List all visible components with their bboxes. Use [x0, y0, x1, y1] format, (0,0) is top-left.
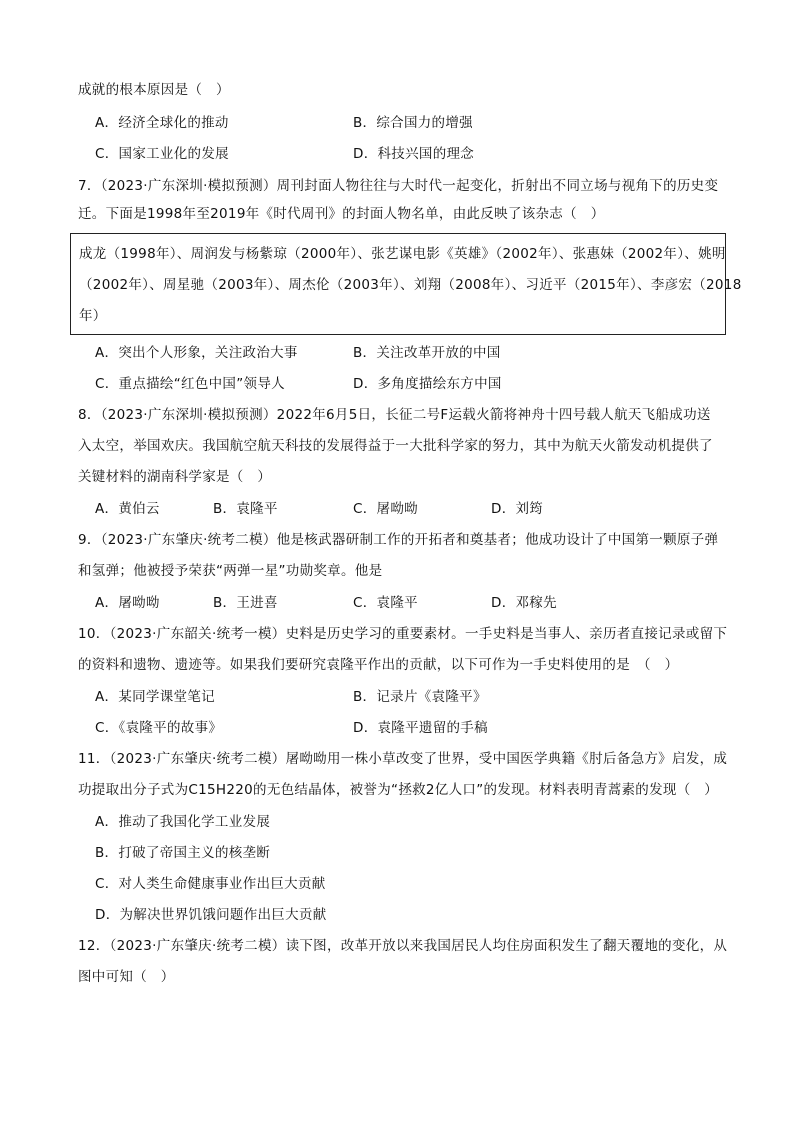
q7-stem-line-1: 7．（2023·广东深圳·模拟预测）周刊封面人物往往与大时代一起变化，折射出不同立场与视角下的历史变 [78, 178, 719, 194]
q6-option-b[interactable]: B．综合国力的增强 [353, 115, 473, 131]
q8-stem-line-2: 入太空，举国欢庆。我国航空航天科技的发展得益于一大批科学家的努力，其中为航天火箭发动机提供了 [78, 438, 713, 454]
q6-option-a[interactable]: A．经济全球化的推动 [95, 115, 229, 131]
q10-option-d[interactable]: D．袁隆平遗留的手稿 [353, 720, 488, 736]
q7-material-line-3: 年） [79, 308, 107, 324]
q11-option-d[interactable]: D．为解决世界饥饿问题作出巨大贡献 [95, 907, 327, 923]
q9-option-b[interactable]: B．王进喜 [213, 595, 278, 611]
q11-option-a[interactable]: A．推动了我国化学工业发展 [95, 814, 271, 830]
q7-material-line-2: （2002年）、周星驰（2003年）、周杰伦（2003年）、刘翔（2008年）、习近平（2015年）、李彦宏（2018 [79, 277, 742, 293]
q9-stem-line-2: 和氢弹；他被授予荣获“两弹一星”功勋奖章。他是 [78, 563, 383, 579]
q6-option-d[interactable]: D．科技兴国的理念 [353, 146, 475, 162]
q8-option-c[interactable]: C．屠呦呦 [353, 501, 418, 517]
q11-option-c[interactable]: C．对人类生命健康事业作出巨大贡献 [95, 876, 326, 892]
q7-material-line-1: 成龙（1998年）、周润发与杨紫琼（2000年）、张艺谋电影《英雄》（2002年）、张惠妹（2002年）、姚明 [79, 246, 726, 262]
q8-option-a[interactable]: A．黄伯云 [95, 501, 160, 517]
q7-option-d[interactable]: D．多角度描绘东方中国 [353, 376, 502, 392]
q9-option-d[interactable]: D．邓稼先 [491, 595, 557, 611]
q7-option-c[interactable]: C．重点描绘“红色中国”领导人 [95, 376, 285, 392]
q10-stem-line-1: 10．（2023·广东韶关·统考一模）史料是历史学习的重要素材。一手史料是当事人、亲历者直接记录或留下 [78, 626, 728, 642]
q7-option-b[interactable]: B．关注改革开放的中国 [353, 345, 501, 361]
q8-option-d[interactable]: D．刘筠 [491, 501, 544, 517]
q10-option-b[interactable]: B．记录片《袁隆平》 [353, 689, 487, 705]
q11-option-b[interactable]: B．打破了帝国主义的核垄断 [95, 845, 271, 861]
q7-stem-line-2: 迁。下面是1998年至2019年《时代周刊》的封面人物名单，由此反映了该杂志（ ） [78, 206, 605, 222]
q11-stem-line-2: 功提取出分子式为C15H220的无色结晶体，被誉为“拯救2亿人口”的发现。材料表明青蒿素的发现（ ） [78, 782, 719, 798]
q6-option-c[interactable]: C．国家工业化的发展 [95, 146, 229, 162]
q9-option-c[interactable]: C．袁隆平 [353, 595, 418, 611]
q12-stem-line-1: 12．（2023·广东肇庆·统考二模）读下图，改革开放以来我国居民人均住房面积发生了翻天覆地的变化，从 [78, 938, 728, 954]
q11-stem-line-1: 11．（2023·广东肇庆·统考二模）屠呦呦用一株小草改变了世界，受中国医学典籍《肘后备急方》启发，成 [78, 751, 728, 767]
q8-stem-line-3: 关键材料的湖南科学家是（ ） [78, 469, 272, 485]
q8-stem-line-1: 8．（2023·广东深圳·模拟预测）2022年6月5日，长征二号F运载火箭将神舟十四号载人航天飞船成功送 [78, 407, 711, 423]
q10-stem-line-2: 的资料和遗物、遗迹等。如果我们要研究袁隆平作出的贡献，以下可作为一手史料使用的是 （ ） [78, 657, 679, 673]
q6-stem-tail: 成就的根本原因是（ ） [78, 82, 230, 98]
q12-stem-line-2: 图中可知（ ） [78, 969, 175, 985]
q9-option-a[interactable]: A．屠呦呦 [95, 595, 160, 611]
q8-option-b[interactable]: B．袁隆平 [213, 501, 278, 517]
q9-stem-line-1: 9．（2023·广东肇庆·统考二模）他是核武器研制工作的开拓者和奠基者；他成功设计了中国第一颗原子弹 [78, 532, 719, 548]
q7-material-box [70, 233, 742, 335]
q10-option-c[interactable]: C．《袁隆平的故事》 [95, 720, 223, 736]
q7-option-a[interactable]: A．突出个人形象，关注政治大事 [95, 345, 298, 361]
q10-option-a[interactable]: A．某同学课堂笔记 [95, 689, 215, 705]
